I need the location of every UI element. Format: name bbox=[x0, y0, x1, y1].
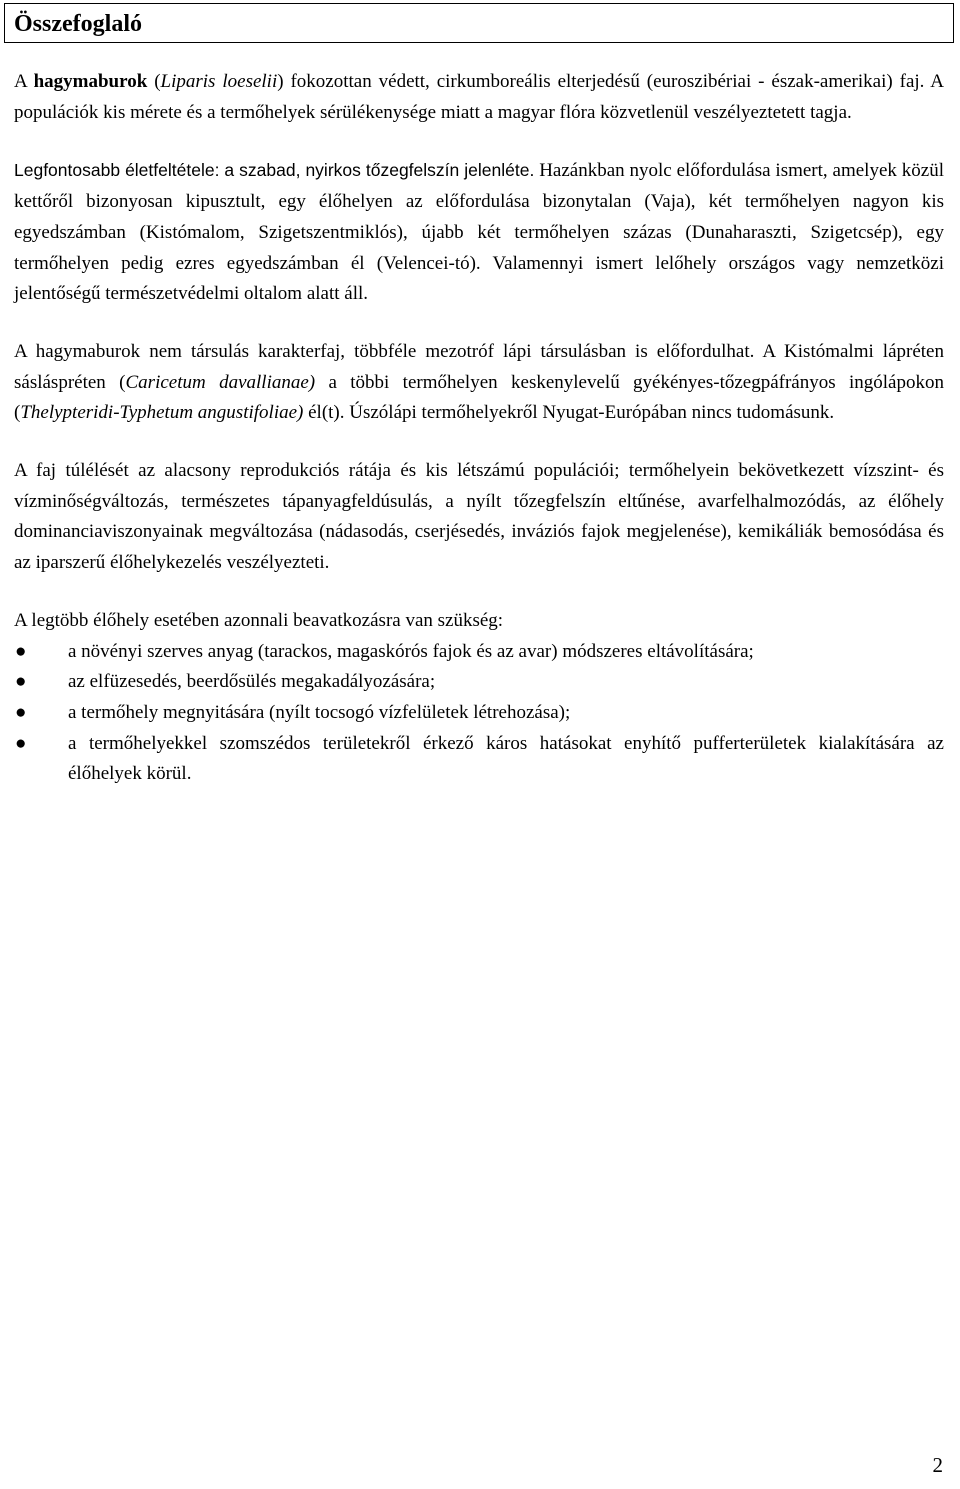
list-item bbox=[14, 637, 944, 668]
measures-list bbox=[14, 637, 944, 791]
association-latin-1: Caricetum davallianae) bbox=[125, 371, 316, 393]
species-latin-name: Liparis loeselii bbox=[160, 71, 278, 92]
list-item-text: az elfüzesedés, beerdősülés megakadályozására; bbox=[68, 671, 436, 693]
paragraph-threats: A faj túlélését az alacsony reprodukciós rátája és kis létszámú populációi; termőhelyein bekövetkezett vízszint- és vízminőségváltozás, természetes tápanyagfeldúsulás, a nyílt tőzegfelszín eltűnése, avarfelhalmozódás, az élőhely dominanciaviszonyainak megváltozása (nádasodás, cserjésedés, inváziós fajok megjelenése), kemikáliák bemosódása és az iparszerű élőhelykezelés veszélyezteti. bbox=[14, 460, 944, 574]
bullet-icon: ● bbox=[15, 640, 27, 662]
association-latin-2: Thelypteridi-Typhetum angustifoliae) bbox=[20, 402, 304, 424]
p3-text-1: A hagymaburok nem társulás karakterfaj, többféle mezotróf lápi társulásban is előfordulhat. A Kistómalmi lápréten sásláspréten ( bbox=[14, 340, 944, 393]
list-item-text: a termőhelyekkel szomszédos területekről érkező káros hatásokat enyhítő pufferterületek kialakítására az élőhelyek körül. bbox=[68, 732, 944, 785]
p1-rest: ) fokozottan védett, cirkumboreális elterjedésű (euroszibériai - észak-amerikai) faj. A populációk kis mérete és a termőhelyek sérülékenysége miatt a magyar flóra közvetlenül veszélyeztetett tagja. bbox=[14, 71, 944, 123]
p3-text-3: él(t). Úszólápi termőhelyekről Nyugat-Európában nincs tudomásunk. bbox=[303, 402, 835, 424]
list-item bbox=[14, 698, 944, 729]
bullet-icon: ● bbox=[15, 701, 27, 723]
section-heading-box bbox=[4, 3, 954, 43]
measures-intro: A legtöbb élőhely esetében azonnali beavatkozásra van szükség: bbox=[14, 609, 504, 631]
paragraph-species-intro bbox=[14, 67, 944, 128]
list-item-text: a termőhely megnyitására (nyílt tocsogó vízfelületek létrehozása); bbox=[68, 701, 571, 723]
list-item bbox=[14, 667, 944, 698]
species-name: hagymaburok bbox=[33, 71, 148, 92]
p1-pre: A bbox=[14, 71, 34, 92]
list-item bbox=[14, 729, 944, 790]
section-heading: Összefoglaló bbox=[14, 11, 142, 37]
page-number: 2 bbox=[932, 1453, 943, 1477]
p3-text-2: a többi termőhelyen keskenylevelű gyékényes-tőzegpáfrányos ingólápokon ( bbox=[14, 371, 944, 424]
document-body bbox=[14, 67, 944, 790]
life-condition-sentence: Legfontosabb életfeltétele: a szabad, nyirkos tőzegfelszín jelenléte. bbox=[14, 160, 535, 181]
bullet-icon: ● bbox=[15, 671, 27, 693]
paragraph-occurrences bbox=[14, 155, 944, 310]
bullet-icon: ● bbox=[15, 732, 27, 754]
paragraph-associations bbox=[14, 337, 944, 429]
occurrences-text: Hazánkban nyolc előfordulása ismert, amelyek közül kettőről bizonyosan kipusztult, egy élőhelyen az előfordulása bizonytalan (Vaja), két termőhelyen nagyon kis egyedszámban (Kistómalom, Szigetszentmiklós), újabb két termőhelyen százas (Dunaharaszti, Szigetcsép), egy termőhelyen pedig ezres egyedszámban él (Velencei-tó). Valamennyi ismert lelőhely országos vagy nemzetközi jelentőségű természetvédelmi oltalom alatt áll. bbox=[14, 160, 944, 305]
p1-paren: ( bbox=[147, 71, 161, 92]
list-item-text: a növényi szerves anyag (tarackos, magaskórós fajok és az avar) módszeres eltávolítására; bbox=[68, 640, 754, 662]
